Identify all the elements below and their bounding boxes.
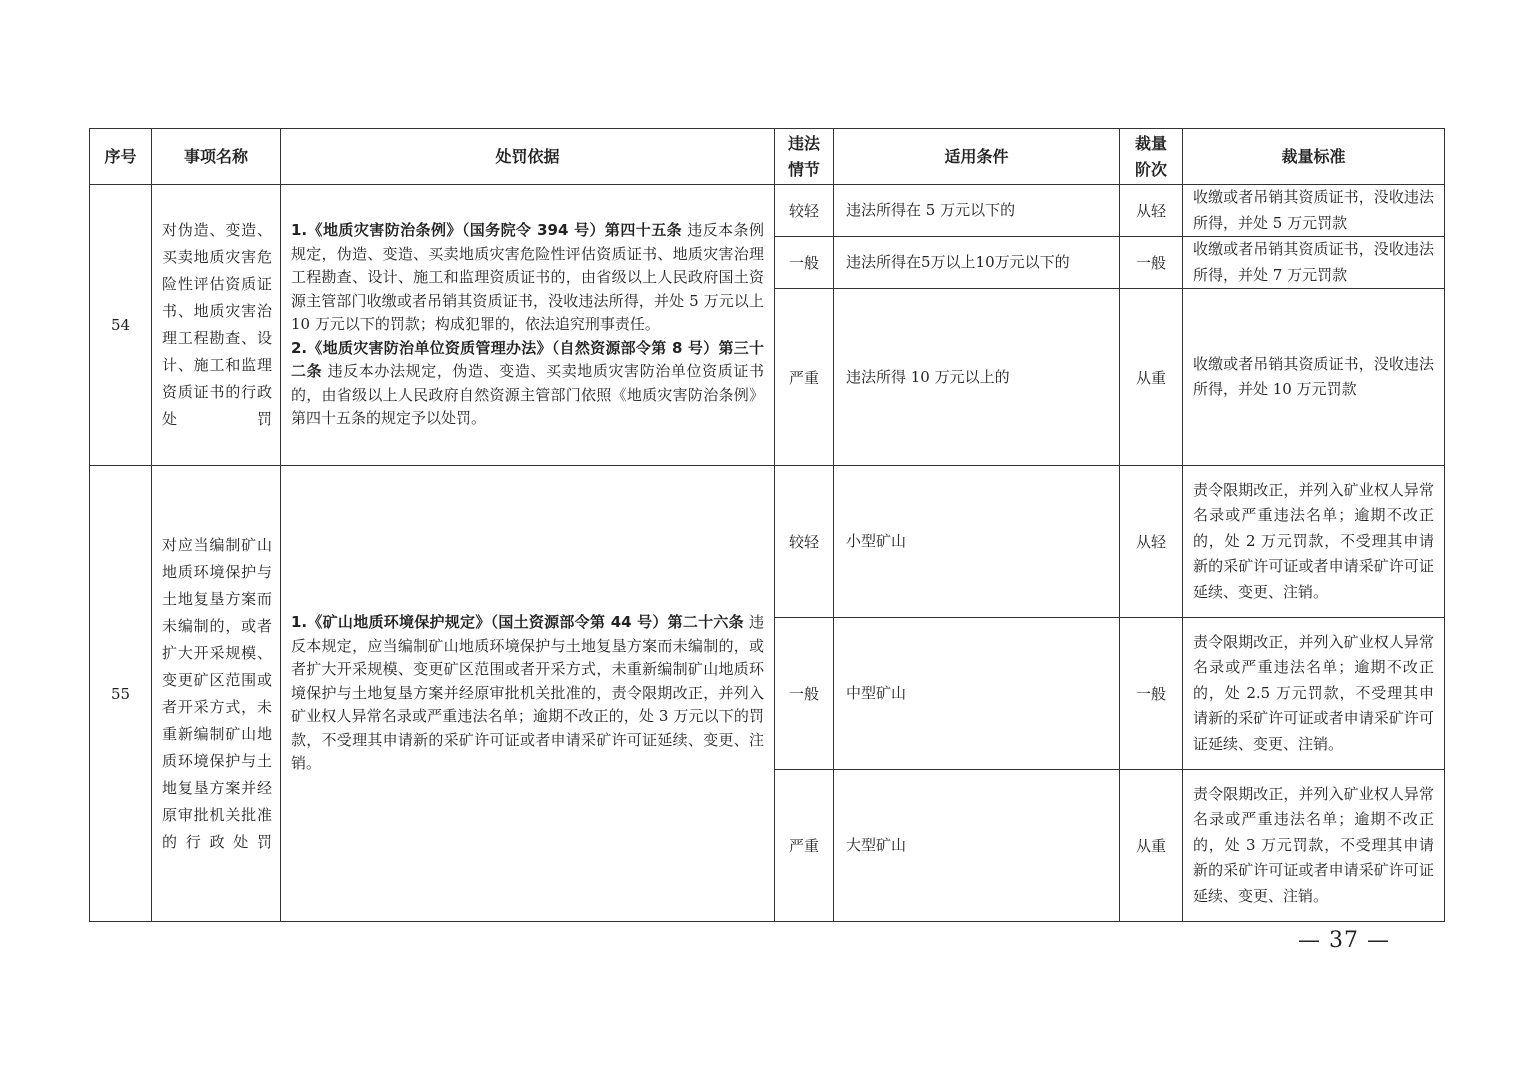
penalty-basis	[281, 185, 775, 466]
condition-cell: 违法所得在 5 万元以下的	[834, 185, 1120, 237]
level-cell: 一般	[1120, 618, 1183, 770]
level-cell: 从重	[1120, 770, 1183, 922]
plot-cell: 较轻	[775, 466, 834, 618]
header-row	[90, 129, 1445, 185]
condition-cell: 违法所得在5万以上10万元以下的	[834, 237, 1120, 289]
standard-cell: 收缴或者吊销其资质证书，没收违法所得，并处 10 万元罚款	[1183, 289, 1445, 466]
standard-cell: 责令限期改正，并列入矿业权人异常名录或严重违法名单；逾期不改正的，处 2.5 万元罚款，不受理其申请新的采矿许可证或者申请采矿许可证延续、变更、注销。	[1183, 618, 1445, 770]
standard-cell: 收缴或者吊销其资质证书，没收违法所得，并处 7 万元罚款	[1183, 237, 1445, 289]
standard-cell: 责令限期改正，并列入矿业权人异常名录或严重违法名单；逾期不改正的，处 2 万元罚款，不受理其申请新的采矿许可证或者申请采矿许可证延续、变更、注销。	[1183, 466, 1445, 618]
level-cell: 从轻	[1120, 185, 1183, 237]
condition-cell: 大型矿山	[834, 770, 1120, 922]
basis-title: 2.《地质灾害防治单位资质管理办法》（自然资源部令第 8 号）第三十二条	[291, 338, 764, 381]
header-level: 裁量 阶次	[1120, 129, 1183, 185]
basis-title: 1.《矿山地质环境保护规定》（国土资源部令第 44 号）第二十六条	[291, 613, 744, 632]
plot-cell: 较轻	[775, 185, 834, 237]
plot-cell: 一般	[775, 618, 834, 770]
basis-body: 违反本规定，应当编制矿山地质环境保护与土地复垦方案而未编制的，或者扩大开采规模、变更矿区范围或者开采方式，未重新编制矿山地质环境保护与土地复垦方案并经原审批机关批准的，责令限期改正，并列入矿业权人异常名录或严重违法名单；逾期不改正的，处 3 万元以下的罚款，不受理其申请新的采矿许可证或者申请采矿许可证延续、变更、注销。	[291, 613, 764, 773]
header-basis: 处罚依据	[281, 129, 775, 185]
basis-body: 违反本办法规定，伪造、变造、买卖地质灾害防治单位资质证书的，由省级以上人民政府自然资源主管部门依照《地质灾害防治条例》第四十五条的规定予以处罚。	[291, 362, 764, 428]
plot-cell: 严重	[775, 770, 834, 922]
condition-cell: 违法所得 10 万元以上的	[834, 289, 1120, 466]
level-cell: 从轻	[1120, 466, 1183, 618]
basis-body: 违反本条例规定，伪造、变造、买卖地质灾害危险性评估资质证书、地质灾害治理工程勘查、设计、施工和监理资质证书的，由省级以上人民政府国土资源主管部门收缴或者吊销其资质证书，没收违法所得，并处 5 万元以上 10 万元以下的罚款；构成犯罪的，依法追究刑事责任。	[291, 221, 764, 334]
penalty-table	[89, 128, 1445, 922]
table-row	[90, 466, 1445, 618]
condition-cell: 中型矿山	[834, 618, 1120, 770]
header-standard: 裁量标准	[1183, 129, 1445, 185]
plot-cell: 一般	[775, 237, 834, 289]
row-number: 55	[90, 466, 152, 922]
item-name: 对伪造、变造、买卖地质灾害危险性评估资质证书、地质灾害治理工程勘查、设计、施工和监理资质证书的行政处罚	[152, 185, 281, 466]
header-item: 事项名称	[152, 129, 281, 185]
plot-cell: 严重	[775, 289, 834, 466]
header-plot: 违法 情节	[775, 129, 834, 185]
row-number: 54	[90, 185, 152, 466]
level-cell: 一般	[1120, 237, 1183, 289]
page-number: — 37 —	[1298, 928, 1390, 953]
table-row	[90, 185, 1445, 237]
header-condition: 适用条件	[834, 129, 1120, 185]
item-name: 对应当编制矿山地质环境保护与土地复垦方案而未编制的，或者扩大开采规模、变更矿区范围或者开采方式，未重新编制矿山地质环境保护与土地复垦方案并经原审批机关批准的行政处罚	[152, 466, 281, 922]
condition-cell: 小型矿山	[834, 466, 1120, 618]
standard-cell: 收缴或者吊销其资质证书，没收违法所得，并处 5 万元罚款	[1183, 185, 1445, 237]
penalty-basis	[281, 466, 775, 922]
basis-title: 1.《地质灾害防治条例》（国务院令 394 号）第四十五条	[291, 221, 683, 240]
header-no: 序号	[90, 129, 152, 185]
standard-cell: 责令限期改正，并列入矿业权人异常名录或严重违法名单；逾期不改正的，处 3 万元罚款，不受理其申请新的采矿许可证或者申请采矿许可证延续、变更、注销。	[1183, 770, 1445, 922]
level-cell: 从重	[1120, 289, 1183, 466]
